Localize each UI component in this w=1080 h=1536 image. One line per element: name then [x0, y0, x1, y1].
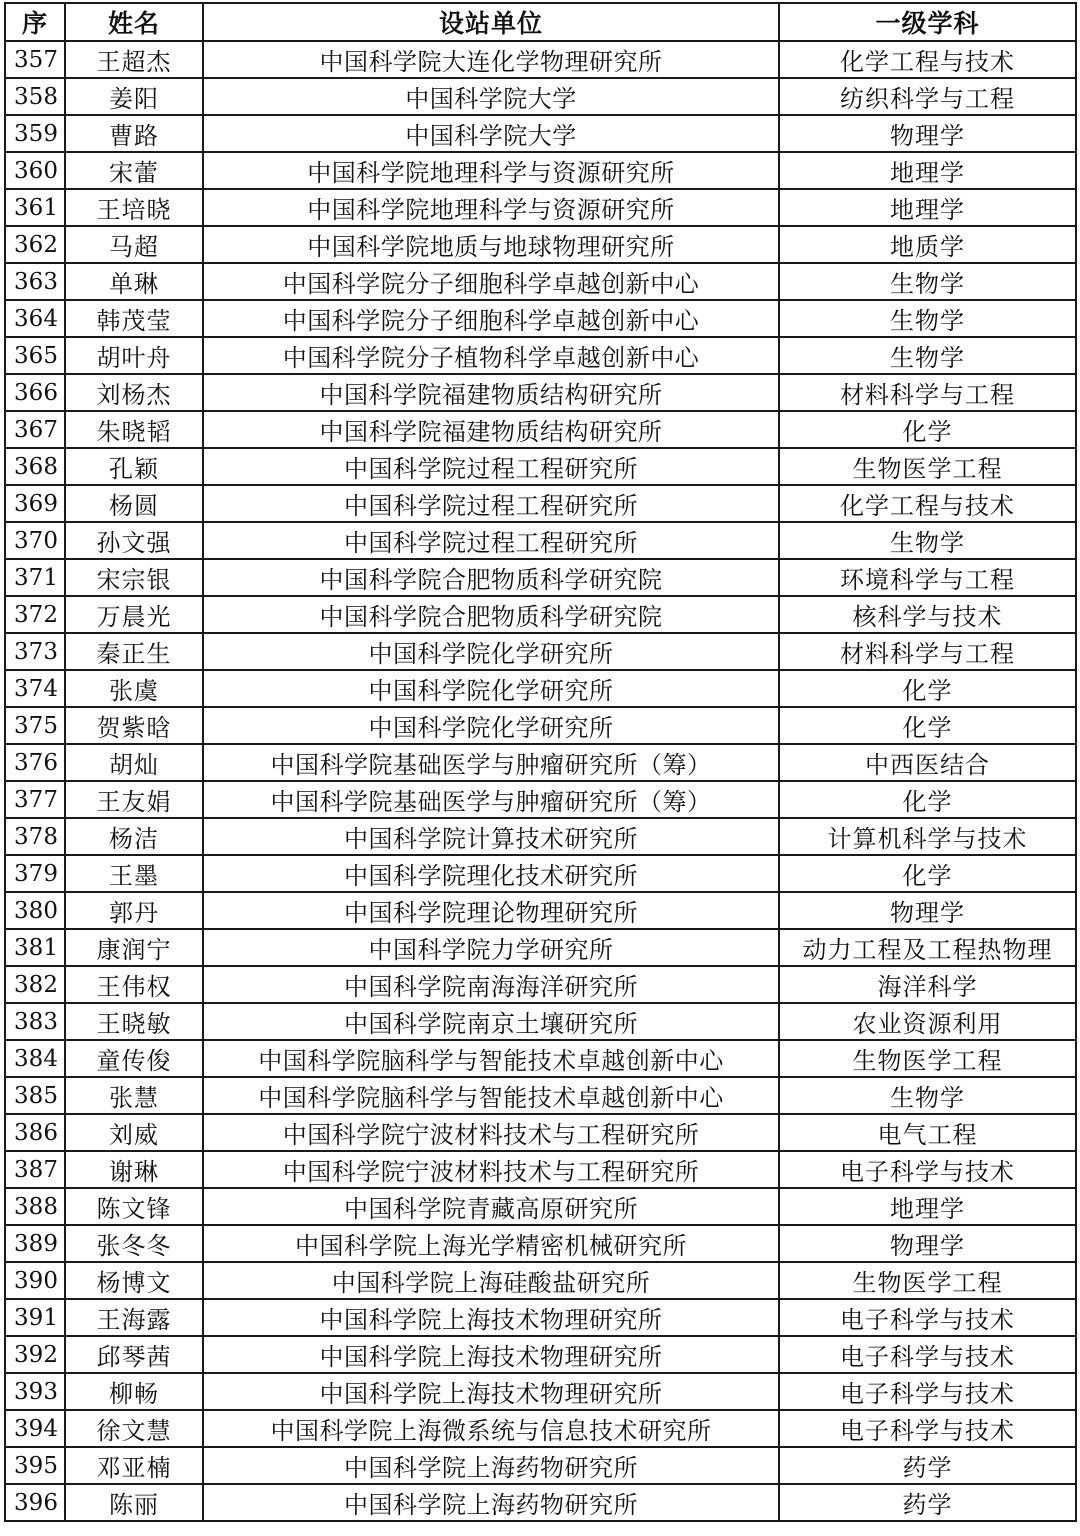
- table-row: [5, 596, 1076, 633]
- cell-unit: 中国科学院地质与地球物理研究所: [203, 226, 779, 263]
- cell-subject: 核科学与技术: [779, 596, 1076, 633]
- cell-unit: 中国科学院上海微系统与信息技术研究所: [203, 1410, 779, 1447]
- table-row: [5, 781, 1076, 818]
- cell-unit: 中国科学院化学研究所: [203, 670, 779, 707]
- cell-name: 胡灿: [65, 744, 203, 781]
- cell-seq: 395: [5, 1447, 65, 1484]
- cell-subject: 化学: [779, 781, 1076, 818]
- table-row: [5, 337, 1076, 374]
- cell-name: 邓亚楠: [65, 1447, 203, 1484]
- cell-unit: 中国科学院化学研究所: [203, 707, 779, 744]
- cell-subject: 生物学: [779, 337, 1076, 374]
- cell-seq: 379: [5, 855, 65, 892]
- table-row: [5, 411, 1076, 448]
- table-row: [5, 300, 1076, 337]
- cell-name: 王超杰: [65, 41, 203, 78]
- table-row: [5, 559, 1076, 596]
- cell-subject: 材料科学与工程: [779, 633, 1076, 670]
- cell-unit: 中国科学院上海技术物理研究所: [203, 1299, 779, 1336]
- cell-name: 朱晓韬: [65, 411, 203, 448]
- cell-seq: 371: [5, 559, 65, 596]
- cell-subject: 环境科学与工程: [779, 559, 1076, 596]
- table-row: [5, 966, 1076, 1003]
- cell-name: 张慧: [65, 1077, 203, 1114]
- table-row: [5, 707, 1076, 744]
- cell-name: 童传俊: [65, 1040, 203, 1077]
- cell-subject: 材料科学与工程: [779, 374, 1076, 411]
- table-row: [5, 1151, 1076, 1188]
- table-row: [5, 1447, 1076, 1484]
- cell-name: 韩茂莹: [65, 300, 203, 337]
- cell-seq: 361: [5, 189, 65, 226]
- cell-subject: 化学: [779, 411, 1076, 448]
- cell-seq: 363: [5, 263, 65, 300]
- header-unit: 设站单位: [203, 3, 779, 41]
- cell-unit: 中国科学院大学: [203, 78, 779, 115]
- cell-unit: 中国科学院分子细胞科学卓越创新中心: [203, 300, 779, 337]
- table-row: [5, 522, 1076, 559]
- cell-seq: 393: [5, 1373, 65, 1410]
- cell-seq: 394: [5, 1410, 65, 1447]
- cell-name: 姜阳: [65, 78, 203, 115]
- cell-name: 陈文锋: [65, 1188, 203, 1225]
- table-row: [5, 1188, 1076, 1225]
- cell-subject: 电子科学与技术: [779, 1410, 1076, 1447]
- cell-unit: 中国科学院青藏高原研究所: [203, 1188, 779, 1225]
- cell-seq: 358: [5, 78, 65, 115]
- cell-name: 张虞: [65, 670, 203, 707]
- cell-subject: 化学: [779, 707, 1076, 744]
- cell-seq: 374: [5, 670, 65, 707]
- cell-unit: 中国科学院理化技术研究所: [203, 855, 779, 892]
- table-row: [5, 670, 1076, 707]
- cell-unit: 中国科学院福建物质结构研究所: [203, 411, 779, 448]
- table-row: [5, 226, 1076, 263]
- cell-seq: 378: [5, 818, 65, 855]
- cell-unit: 中国科学院理论物理研究所: [203, 892, 779, 929]
- cell-name: 刘杨杰: [65, 374, 203, 411]
- document-page: [4, 2, 1075, 1522]
- cell-seq: 390: [5, 1262, 65, 1299]
- table-row: [5, 1114, 1076, 1151]
- table-body: [5, 41, 1076, 1521]
- cell-name: 王墨: [65, 855, 203, 892]
- table-row: [5, 1003, 1076, 1040]
- cell-seq: 365: [5, 337, 65, 374]
- cell-subject: 中西医结合: [779, 744, 1076, 781]
- table-header-row: [5, 3, 1076, 41]
- cell-name: 谢琳: [65, 1151, 203, 1188]
- cell-name: 宋蕾: [65, 152, 203, 189]
- cell-name: 康润宁: [65, 929, 203, 966]
- cell-unit: 中国科学院地理科学与资源研究所: [203, 189, 779, 226]
- cell-name: 单琳: [65, 263, 203, 300]
- cell-name: 徐文慧: [65, 1410, 203, 1447]
- cell-name: 王培晓: [65, 189, 203, 226]
- cell-subject: 农业资源利用: [779, 1003, 1076, 1040]
- cell-unit: 中国科学院脑科学与智能技术卓越创新中心: [203, 1077, 779, 1114]
- cell-unit: 中国科学院脑科学与智能技术卓越创新中心: [203, 1040, 779, 1077]
- cell-subject: 地理学: [779, 189, 1076, 226]
- cell-name: 秦正生: [65, 633, 203, 670]
- cell-unit: 中国科学院上海药物研究所: [203, 1447, 779, 1484]
- cell-name: 陈丽: [65, 1484, 203, 1521]
- cell-seq: 359: [5, 115, 65, 152]
- cell-seq: 385: [5, 1077, 65, 1114]
- cell-unit: 中国科学院过程工程研究所: [203, 448, 779, 485]
- table-row: [5, 1410, 1076, 1447]
- table-row: [5, 263, 1076, 300]
- cell-unit: 中国科学院上海硅酸盐研究所: [203, 1262, 779, 1299]
- cell-subject: 化学: [779, 670, 1076, 707]
- cell-subject: 生物学: [779, 1077, 1076, 1114]
- cell-unit: 中国科学院宁波材料技术与工程研究所: [203, 1151, 779, 1188]
- cell-name: 宋宗银: [65, 559, 203, 596]
- cell-seq: 391: [5, 1299, 65, 1336]
- cell-seq: 373: [5, 633, 65, 670]
- cell-unit: 中国科学院宁波材料技术与工程研究所: [203, 1114, 779, 1151]
- cell-unit: 中国科学院上海技术物理研究所: [203, 1336, 779, 1373]
- table-row: [5, 1262, 1076, 1299]
- cell-seq: 380: [5, 892, 65, 929]
- cell-seq: 388: [5, 1188, 65, 1225]
- cell-seq: 369: [5, 485, 65, 522]
- cell-subject: 地质学: [779, 226, 1076, 263]
- cell-name: 王海露: [65, 1299, 203, 1336]
- cell-seq: 387: [5, 1151, 65, 1188]
- cell-subject: 纺织科学与工程: [779, 78, 1076, 115]
- cell-seq: 360: [5, 152, 65, 189]
- table-row: [5, 448, 1076, 485]
- cell-subject: 计算机科学与技术: [779, 818, 1076, 855]
- cell-unit: 中国科学院过程工程研究所: [203, 522, 779, 559]
- table-row: [5, 744, 1076, 781]
- table-row: [5, 1299, 1076, 1336]
- cell-seq: 396: [5, 1484, 65, 1521]
- cell-seq: 357: [5, 41, 65, 78]
- cell-name: 王伟权: [65, 966, 203, 1003]
- header-name: 姓名: [65, 3, 203, 41]
- cell-name: 郭丹: [65, 892, 203, 929]
- cell-seq: 384: [5, 1040, 65, 1077]
- table-row: [5, 892, 1076, 929]
- cell-subject: 物理学: [779, 115, 1076, 152]
- cell-unit: 中国科学院南京土壤研究所: [203, 1003, 779, 1040]
- cell-name: 万晨光: [65, 596, 203, 633]
- cell-unit: 中国科学院力学研究所: [203, 929, 779, 966]
- cell-name: 贺紫晗: [65, 707, 203, 744]
- cell-seq: 375: [5, 707, 65, 744]
- cell-name: 王晓敏: [65, 1003, 203, 1040]
- cell-subject: 生物医学工程: [779, 1262, 1076, 1299]
- cell-unit: 中国科学院计算技术研究所: [203, 818, 779, 855]
- cell-subject: 化学工程与技术: [779, 41, 1076, 78]
- cell-seq: 362: [5, 226, 65, 263]
- cell-unit: 中国科学院大连化学物理研究所: [203, 41, 779, 78]
- cell-unit: 中国科学院上海技术物理研究所: [203, 1373, 779, 1410]
- cell-name: 王友娟: [65, 781, 203, 818]
- cell-subject: 电子科学与技术: [779, 1336, 1076, 1373]
- cell-unit: 中国科学院上海药物研究所: [203, 1484, 779, 1521]
- table-row: [5, 929, 1076, 966]
- cell-subject: 物理学: [779, 892, 1076, 929]
- cell-subject: 化学工程与技术: [779, 485, 1076, 522]
- cell-seq: 368: [5, 448, 65, 485]
- table-row: [5, 1336, 1076, 1373]
- cell-unit: 中国科学院上海光学精密机械研究所: [203, 1225, 779, 1262]
- cell-unit: 中国科学院大学: [203, 115, 779, 152]
- cell-subject: 生物医学工程: [779, 448, 1076, 485]
- cell-seq: 377: [5, 781, 65, 818]
- cell-subject: 生物学: [779, 522, 1076, 559]
- cell-seq: 389: [5, 1225, 65, 1262]
- cell-name: 柳畅: [65, 1373, 203, 1410]
- cell-unit: 中国科学院分子植物科学卓越创新中心: [203, 337, 779, 374]
- cell-seq: 372: [5, 596, 65, 633]
- cell-subject: 海洋科学: [779, 966, 1076, 1003]
- cell-unit: 中国科学院化学研究所: [203, 633, 779, 670]
- cell-unit: 中国科学院过程工程研究所: [203, 485, 779, 522]
- cell-subject: 电子科学与技术: [779, 1299, 1076, 1336]
- cell-subject: 地理学: [779, 1188, 1076, 1225]
- cell-subject: 电气工程: [779, 1114, 1076, 1151]
- cell-name: 杨圆: [65, 485, 203, 522]
- table-row: [5, 78, 1076, 115]
- header-seq: 序: [5, 3, 65, 41]
- cell-subject: 电子科学与技术: [779, 1373, 1076, 1410]
- cell-seq: 376: [5, 744, 65, 781]
- table-row: [5, 1225, 1076, 1262]
- cell-seq: 392: [5, 1336, 65, 1373]
- header-subject: 一级学科: [779, 3, 1076, 41]
- table-row: [5, 1373, 1076, 1410]
- table-row: [5, 485, 1076, 522]
- cell-seq: 364: [5, 300, 65, 337]
- cell-subject: 动力工程及工程热物理: [779, 929, 1076, 966]
- cell-unit: 中国科学院合肥物质科学研究院: [203, 559, 779, 596]
- cell-seq: 383: [5, 1003, 65, 1040]
- cell-unit: 中国科学院分子细胞科学卓越创新中心: [203, 263, 779, 300]
- cell-name: 孔颖: [65, 448, 203, 485]
- cell-subject: 化学: [779, 855, 1076, 892]
- cell-name: 曹路: [65, 115, 203, 152]
- cell-unit: 中国科学院福建物质结构研究所: [203, 374, 779, 411]
- cell-unit: 中国科学院南海海洋研究所: [203, 966, 779, 1003]
- cell-unit: 中国科学院基础医学与肿瘤研究所（筹）: [203, 744, 779, 781]
- table-row: [5, 1484, 1076, 1521]
- postdoc-list-table: [4, 2, 1077, 1522]
- cell-subject: 生物学: [779, 300, 1076, 337]
- table-row: [5, 1077, 1076, 1114]
- cell-seq: 386: [5, 1114, 65, 1151]
- cell-name: 张冬冬: [65, 1225, 203, 1262]
- cell-seq: 382: [5, 966, 65, 1003]
- table-row: [5, 152, 1076, 189]
- cell-subject: 药学: [779, 1447, 1076, 1484]
- table-row: [5, 1040, 1076, 1077]
- cell-seq: 367: [5, 411, 65, 448]
- cell-unit: 中国科学院基础医学与肿瘤研究所（筹）: [203, 781, 779, 818]
- table-row: [5, 115, 1076, 152]
- cell-name: 刘威: [65, 1114, 203, 1151]
- cell-name: 孙文强: [65, 522, 203, 559]
- cell-seq: 366: [5, 374, 65, 411]
- cell-subject: 生物学: [779, 263, 1076, 300]
- cell-unit: 中国科学院地理科学与资源研究所: [203, 152, 779, 189]
- table-row: [5, 855, 1076, 892]
- cell-name: 邱琴茜: [65, 1336, 203, 1373]
- cell-subject: 药学: [779, 1484, 1076, 1521]
- cell-subject: 地理学: [779, 152, 1076, 189]
- table-row: [5, 374, 1076, 411]
- cell-seq: 370: [5, 522, 65, 559]
- cell-subject: 电子科学与技术: [779, 1151, 1076, 1188]
- cell-subject: 生物医学工程: [779, 1040, 1076, 1077]
- cell-seq: 381: [5, 929, 65, 966]
- cell-name: 杨博文: [65, 1262, 203, 1299]
- cell-name: 杨洁: [65, 818, 203, 855]
- table-row: [5, 41, 1076, 78]
- cell-unit: 中国科学院合肥物质科学研究院: [203, 596, 779, 633]
- table-row: [5, 818, 1076, 855]
- cell-name: 胡叶舟: [65, 337, 203, 374]
- cell-name: 马超: [65, 226, 203, 263]
- cell-subject: 物理学: [779, 1225, 1076, 1262]
- table-row: [5, 189, 1076, 226]
- table-row: [5, 633, 1076, 670]
